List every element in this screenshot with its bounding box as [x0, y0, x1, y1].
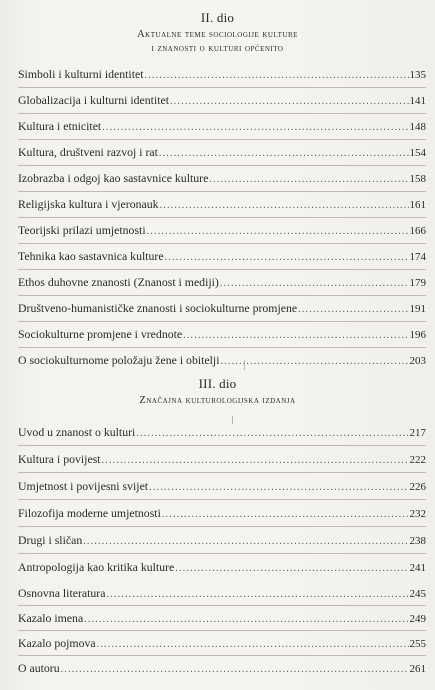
toc-entry-title: Sociokulturne promjene i vrednote [18, 327, 183, 341]
row-divider [18, 321, 426, 322]
dot-leader [209, 172, 408, 188]
dot-leader [61, 662, 409, 678]
toc-entry [18, 635, 426, 651]
dot-leader [145, 68, 409, 84]
dot-leader [83, 534, 408, 550]
toc-entry-title: Izobrazba i odgoj kao sastavnice kulture [18, 171, 209, 185]
toc-entry-page: 179 [409, 277, 426, 289]
part-2-subtitle-line-2: i znanosti o kulturi općenito [151, 43, 284, 54]
toc-entry-page: 232 [409, 508, 426, 520]
toc-entry-page: 196 [409, 329, 426, 341]
row-divider [18, 295, 426, 296]
toc-entry [18, 610, 426, 626]
row-divider [18, 553, 426, 554]
toc-entry-title: O autoru [18, 661, 60, 675]
toc-entry-title: Filozofija moderne umjetnosti [18, 506, 161, 520]
dot-leader [220, 276, 409, 292]
toc-entry [18, 118, 426, 134]
toc-entry [18, 585, 426, 601]
toc-entry-page: 261 [409, 663, 426, 675]
toc-entry-title: Globalizacija i kulturni identitet [18, 93, 170, 107]
toc-entry-title: Drugi i sličan [18, 533, 83, 547]
toc-entry [18, 196, 426, 212]
toc-entry [18, 424, 426, 440]
toc-entry-page: 161 [409, 199, 426, 211]
toc-entry-title: Teorijski prilazi umjetnosti [18, 223, 146, 237]
toc-entry [18, 352, 426, 368]
toc-entry-page: 203 [409, 355, 426, 367]
toc-entry [18, 66, 426, 82]
dot-leader [149, 480, 408, 496]
toc-entry-title: Kultura, društveni razvoj i rat [18, 145, 158, 159]
dot-leader [220, 354, 408, 370]
toc-entry [18, 170, 426, 186]
row-divider [18, 243, 426, 244]
toc-entry-title: Kazalo imena [18, 611, 84, 625]
row-divider [18, 445, 426, 446]
row-divider [18, 217, 426, 218]
toc-entry [18, 532, 426, 548]
toc-entry-title: Ethos duhovne znanosti (Znanost i mediji) [18, 275, 219, 289]
toc-entry [18, 248, 426, 264]
dot-leader [159, 146, 409, 162]
row-divider [18, 472, 426, 473]
ink-mark [244, 360, 245, 370]
part-3-title: III. dio [198, 376, 237, 391]
toc-entry-page: 135 [409, 69, 426, 81]
row-divider [18, 499, 426, 500]
toc-entry-title: Osnovna literatura [18, 586, 106, 600]
toc-entry-title: Religijska kultura i vjeronauk [18, 197, 159, 211]
toc-entry-page: 238 [409, 535, 426, 547]
toc-entry-title: O sociokulturnome položaju žene i obitelji [18, 353, 220, 367]
toc-entry [18, 505, 426, 521]
row-divider [18, 347, 426, 348]
toc-entry-page: 245 [409, 588, 426, 600]
toc-entry-page: 141 [409, 95, 426, 107]
toc-entry-title: Umjetnost i povijesni svijet [18, 479, 149, 493]
toc-entry-page: 148 [409, 121, 426, 133]
toc-entry-page: 249 [409, 613, 426, 625]
toc-entry [18, 559, 426, 575]
dot-leader [175, 561, 408, 577]
toc-entry-page: 174 [409, 251, 426, 263]
part-3-heading [0, 376, 435, 408]
dot-leader [102, 120, 408, 136]
row-divider [18, 526, 426, 527]
toc-entry-title: Kultura i povijest [18, 452, 101, 466]
toc-entry-page: 191 [409, 303, 426, 315]
toc-entry-title: Kultura i etnicitet [18, 119, 102, 133]
toc-entry [18, 660, 426, 676]
dot-leader [165, 250, 409, 266]
toc-entry [18, 300, 426, 316]
dot-leader [162, 507, 409, 523]
ink-mark [232, 416, 233, 424]
dot-leader [183, 328, 408, 344]
dot-leader [136, 426, 408, 442]
toc-entry [18, 222, 426, 238]
dot-leader [102, 453, 409, 469]
toc-entry [18, 451, 426, 467]
toc-entry-title: Društveno-humanističke znanosti i sociokulturne promjene [18, 301, 298, 315]
toc-entry-title: Simboli i kulturni identitet [18, 67, 144, 81]
toc-entry-page: 166 [409, 225, 426, 237]
toc-entry-page: 241 [409, 562, 426, 574]
toc-entry-page: 222 [409, 454, 426, 466]
dot-leader [147, 224, 409, 240]
dot-leader [160, 198, 409, 214]
row-divider [18, 87, 426, 88]
toc-entry-title: Antropologija kao kritika kulture [18, 560, 175, 574]
row-divider [18, 139, 426, 140]
dot-leader [97, 637, 409, 653]
row-divider [18, 113, 426, 114]
row-divider [18, 630, 426, 631]
toc-entry [18, 326, 426, 342]
toc-entry [18, 478, 426, 494]
toc-entry-page: 158 [409, 173, 426, 185]
toc-entry-title: Uvod u znanost o kulturi [18, 425, 136, 439]
dot-leader [106, 587, 408, 603]
toc-entry-title: Kazalo pojmova [18, 636, 96, 650]
part-2-heading [0, 10, 435, 56]
row-divider [18, 269, 426, 270]
part-2-title: II. dio [200, 10, 235, 25]
toc-entry-title: Tehnika kao sastavnica kulture [18, 249, 164, 263]
part-2-subtitle-line-1: Aktualne teme sociologije kulture [137, 29, 298, 40]
row-divider [18, 605, 426, 606]
toc-entry-page: 217 [409, 427, 426, 439]
row-divider [18, 191, 426, 192]
toc-entry-page: 226 [409, 481, 426, 493]
dot-leader [170, 94, 408, 110]
toc-entry-page: 255 [409, 638, 426, 650]
toc-entry-page: 154 [409, 147, 426, 159]
row-divider [18, 165, 426, 166]
dot-leader [84, 612, 408, 628]
row-divider [18, 655, 426, 656]
dot-leader [298, 302, 408, 318]
toc-entry [18, 92, 426, 108]
part-3-subtitle: Značajna kulturologijska izdanja [139, 395, 296, 406]
toc-entry [18, 144, 426, 160]
toc-entry [18, 274, 426, 290]
